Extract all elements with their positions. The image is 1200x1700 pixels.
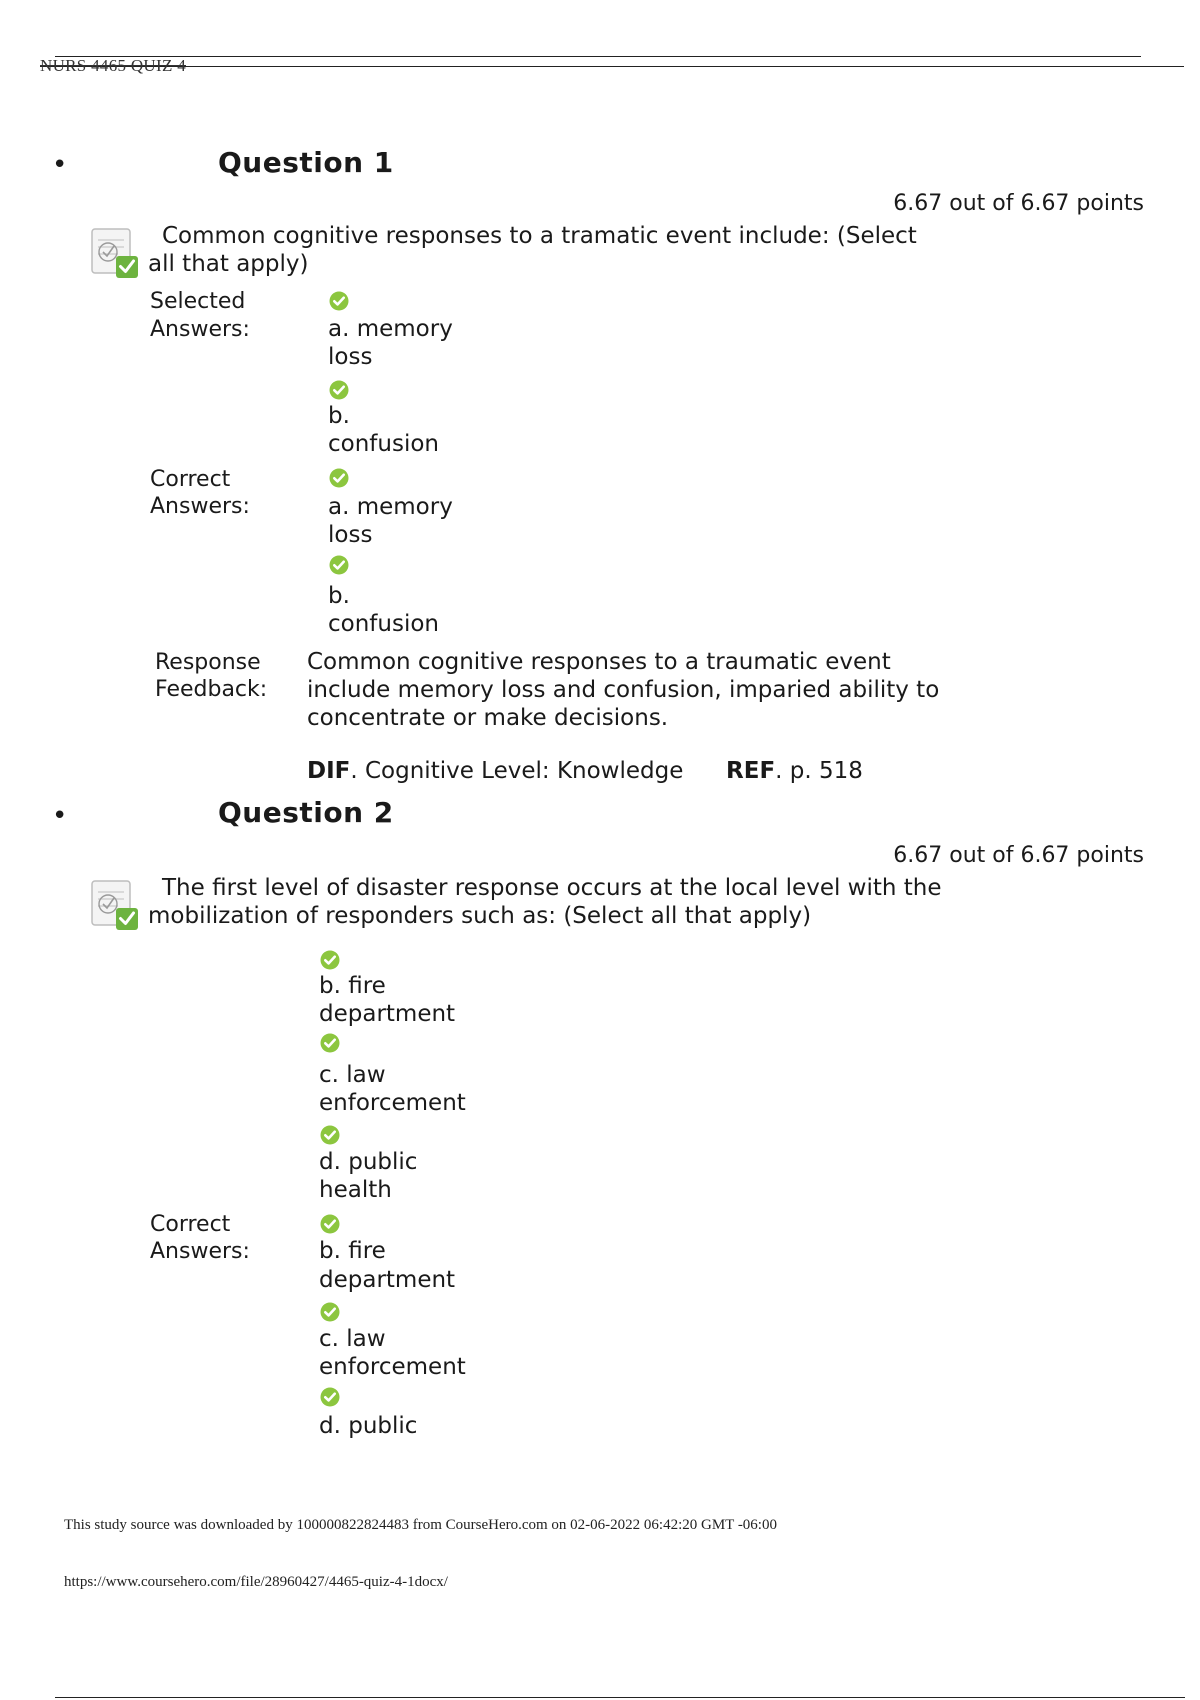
selected-answer-text: department [319,1001,456,1027]
check-circle-icon [320,1214,340,1234]
selected-answer-text: c. law [319,1062,386,1088]
ref-label: REF [726,758,776,784]
selected-answer-text: loss [328,344,373,370]
check-circle-icon [320,1033,340,1053]
source-note: This study source was downloaded by 100000822824483 from CourseHero.com on 02-06-2022 06:42:20 GMT -06:00 [64,1517,777,1533]
question-2-text-line1: The first level of disaster response occurs at the local level with the [162,875,942,901]
dif-ref-line [307,757,863,785]
check-circle-icon [320,1302,340,1322]
correct-answer-text: loss [328,522,373,548]
correct-answers-label: Correct [150,467,231,492]
question-1-title: Question 1 [218,146,394,179]
response-feedback-text: concentrate or make decisions. [307,705,669,731]
selected-answer-text: confusion [328,431,439,457]
response-feedback-label: Response [155,650,261,675]
check-circle-icon [329,468,349,488]
correct-answer-text: c. law [319,1326,386,1352]
selected-answer-text: b. fire [319,973,386,999]
question-1-points: 6.67 out of 6.67 points [893,191,1144,216]
ref-text: . p. 518 [775,758,863,784]
response-feedback-label: Feedback: [155,677,268,702]
correct-answer-text: confusion [328,611,439,637]
correct-answer-text: b. fire [319,1238,386,1264]
correct-answers-label: Answers: [150,1239,250,1264]
response-feedback-text: Common cognitive responses to a traumatic event [307,649,891,675]
correct-answer-text: d. public [319,1413,418,1439]
list-bullet: • [52,801,68,831]
correct-answers-label: Correct [150,1212,231,1237]
source-url[interactable]: https://www.coursehero.com/file/28960427/4465-quiz-4-1docx/ [64,1574,448,1590]
check-circle-icon [329,380,349,400]
selected-answer-text: enforcement [319,1090,466,1116]
dif-label: DIF [307,758,351,784]
response-feedback-text: include memory loss and confusion, imparied ability to [307,677,940,703]
document-header: NURS 4465 QUIZ 4 [40,56,186,75]
question-1-text-line1: Common cognitive responses to a tramatic event include: (Select [162,223,917,249]
question-1-text-line2: all that apply) [148,251,309,277]
check-circle-icon [329,291,349,311]
selected-answers-label: Selected [150,289,246,314]
list-bullet: • [52,150,68,180]
correct-answer-text: department [319,1267,456,1293]
question-2-points: 6.67 out of 6.67 points [893,843,1144,868]
check-circle-icon [320,1387,340,1407]
correct-answers-label: Answers: [150,494,250,519]
check-circle-icon [329,555,349,575]
correct-answer-text: a. memory [328,494,453,520]
selected-answer-text: a. memory [328,316,453,342]
selected-answer-text: b. [328,403,350,429]
graded-correct-icon [88,878,142,932]
graded-correct-icon [88,226,142,280]
question-2-title: Question 2 [218,796,394,829]
selected-answer-text: d. public [319,1149,418,1175]
correct-answer-text: enforcement [319,1354,466,1380]
dif-text: . Cognitive Level: Knowledge [350,758,684,784]
question-2-text-line2: mobilization of responders such as: (Select all that apply) [148,903,812,929]
check-circle-icon [320,1125,340,1145]
selected-answer-text: health [319,1177,392,1203]
correct-answer-text: b. [328,583,350,609]
check-circle-icon [320,950,340,970]
selected-answers-label: Answers: [150,317,250,342]
